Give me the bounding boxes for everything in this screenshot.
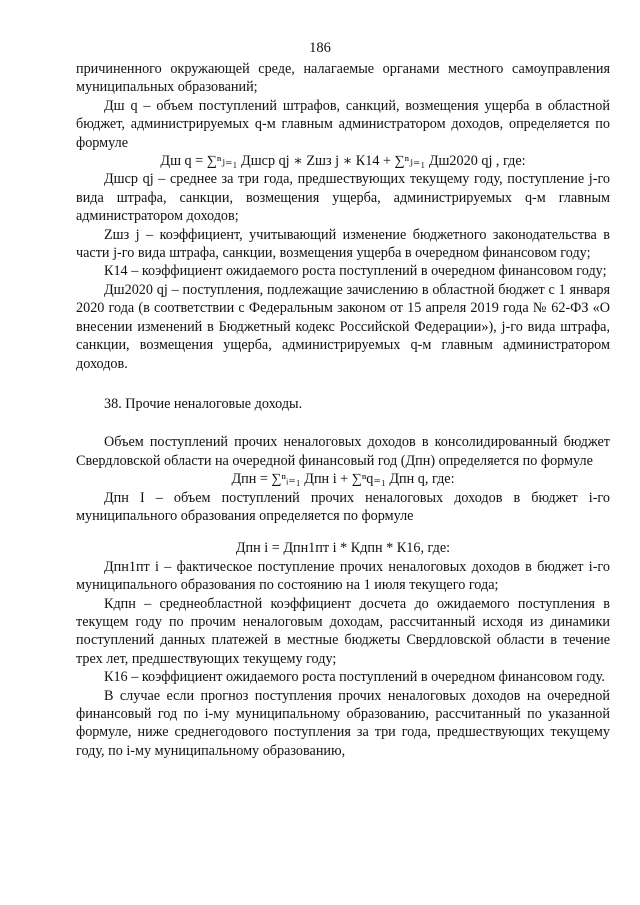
paragraph: В случае если прогноз поступления прочих неналоговых доходов на очередной финансовый год по i-му муниципальному образованию, рассчитанный по указанной формуле, ниже среднегодового поступления за три года, предшествующих текущему году, по i-му муниципальному образованию, bbox=[76, 687, 610, 759]
formula: Дпн = ∑ⁿᵢ₌₁ Дпн i + ∑ⁿq₌₁ Дпн q, где: bbox=[231, 471, 455, 488]
paragraph: Дпн I – объем поступлений прочих неналоговых доходов в бюджет i-го муниципального образования определяется по формуле bbox=[76, 489, 610, 524]
page-number: 186 bbox=[309, 40, 331, 56]
paragraph: К14 – коэффициент ожидаемого роста поступлений в очередном финансовом году; bbox=[104, 263, 607, 280]
paragraph: Дпн1пт i – фактическое поступление прочих неналоговых доходов в бюджет i-го муниципального образования по состоянию на 1 июля текущего года; bbox=[76, 558, 610, 594]
formula: Дпн i = Дпн1пт i * Кдпн * К16, где: bbox=[235, 540, 451, 557]
page-content bbox=[76, 60, 610, 760]
paragraph: К16 – коэффициент ожидаемого роста поступлений в очередном финансовом году. bbox=[104, 669, 605, 686]
spacer bbox=[76, 413, 610, 433]
section-title: 38. Прочие неналоговые доходы. bbox=[104, 395, 303, 412]
formula: Дш q = ∑ⁿⱼ₌₁ Дшср qj ∗ Zшз j ∗ К14 + ∑ⁿⱼ₌₁ Дш2020 qj , где: bbox=[160, 153, 526, 170]
paragraph: причиненного окружающей среде, налагаемые органами местного самоуправления муниципальных образований; bbox=[76, 61, 610, 96]
paragraph: Дшср qj – среднее за три года, предшествующих текущему году, поступление j-го вида штрафа, санкции, возмещения ущерба, администрируемых q-м главным администратором доходов; bbox=[76, 171, 610, 225]
paragraph: Кдпн – среднеобластной коэффициент досчета до ожидаемого поступления в текущем году по прочим неналоговым доходам, рассчитанный исходя из динамики поступлений данных платежей в местные бюджеты Свердловской области в течение трех лет, предшествующих текущему году; bbox=[76, 595, 610, 667]
paragraph: Дш2020 qj – поступления, подлежащие зачислению в областной бюджет с 1 января 2020 года (в соответствии с Федеральным законом от 15 апреля 2019 года № 62-ФЗ «О внесении изменений в Бюджетный кодекс Российской Федерации»), j-го вида штрафа, санкции, возмещения ущерба, администрируемых q-м главным администратором доходов. bbox=[76, 281, 610, 372]
paragraph: Объем поступлений прочих неналоговых доходов в консолидированный бюджет Свердловской области на очередной финансовый год (Дпн) определяется по формуле bbox=[76, 434, 610, 469]
paragraph: Дш q – объем поступлений штрафов, санкций, возмещения ущерба в областной бюджет, администрируемых q-м главным администратором доходов, определяется по формуле bbox=[76, 97, 610, 151]
paragraph: Zшз j – коэффициент, учитывающий изменение бюджетного законодательства в части j-го вида штрафа, санкции, возмещения ущерба в очередном финансовом году; bbox=[76, 226, 610, 262]
